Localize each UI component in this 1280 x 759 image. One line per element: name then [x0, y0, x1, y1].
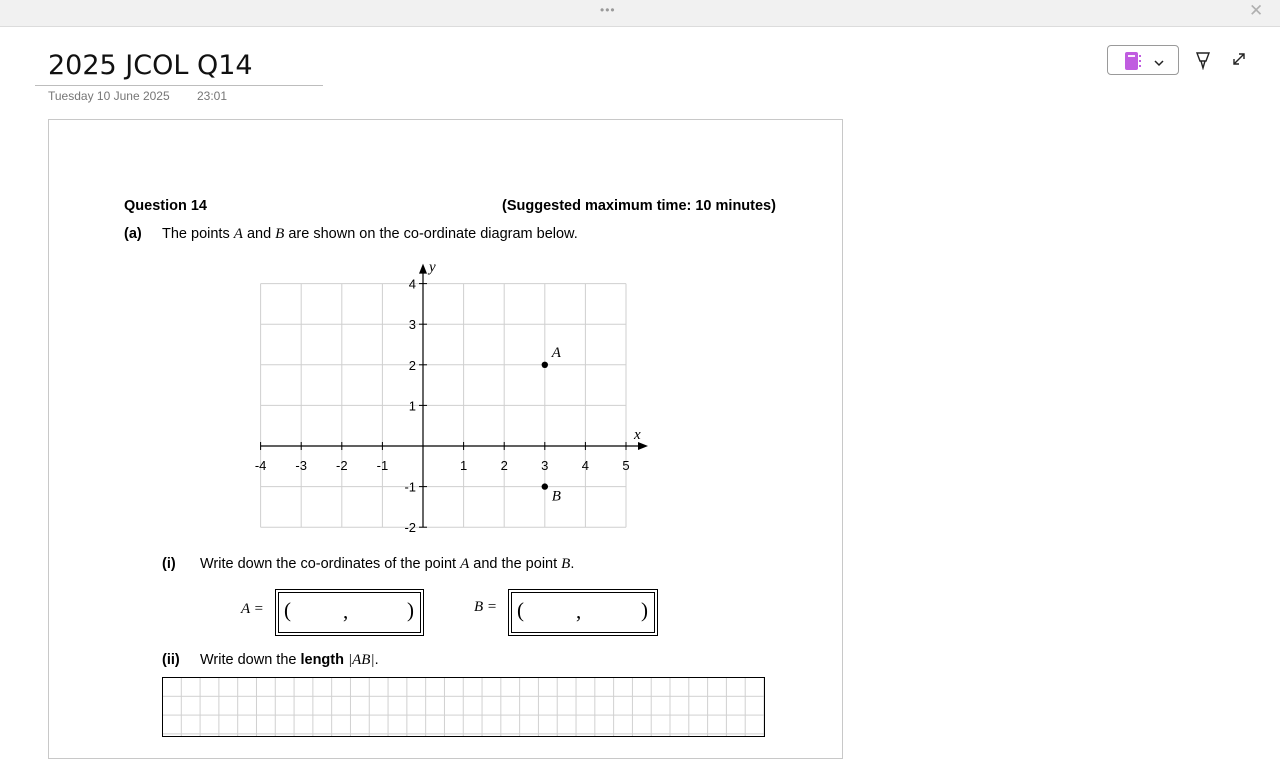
- x-tick-label: 1: [459, 458, 468, 473]
- expand-icon[interactable]: [1231, 51, 1247, 72]
- point-a: [542, 362, 548, 368]
- part-ii-text: Write down the length |AB|.: [200, 652, 379, 668]
- x-tick-label: 3: [541, 458, 549, 473]
- point-label-b: B: [551, 488, 561, 505]
- x-tick-label: -1: [376, 458, 389, 473]
- answer-a-label: A =: [241, 601, 264, 617]
- x-tick-label: -4: [254, 458, 267, 473]
- x-tick-label: 2: [500, 458, 508, 473]
- x-tick-label: -2: [336, 458, 348, 473]
- point-b-ref: B: [275, 226, 285, 242]
- part-i-label: (i): [162, 556, 176, 572]
- x-axis-label: x: [634, 427, 641, 443]
- x-tick-label: 5: [622, 458, 630, 473]
- part-i-text: Write down the co-ordinates of the point A and the point B.: [200, 556, 575, 572]
- tick-labels: [255, 260, 641, 536]
- page-title[interactable]: 2025 JCOL Q14: [48, 50, 253, 81]
- x-tick-label: 4: [581, 458, 590, 473]
- drag-handle[interactable]: •••: [600, 3, 616, 17]
- y-tick-label: 2: [408, 357, 416, 373]
- pen-icon[interactable]: [1194, 50, 1212, 75]
- answer-b-box[interactable]: ( , ): [511, 592, 655, 633]
- answer-grid-area[interactable]: [162, 677, 765, 737]
- point-a-ref: A: [233, 226, 243, 242]
- grid-lines: [261, 284, 626, 528]
- close-icon[interactable]: ✕: [1249, 1, 1264, 20]
- page-date: Tuesday 10 June 2025: [48, 89, 170, 103]
- point-b: [542, 483, 548, 489]
- y-tick-label: 3: [408, 317, 416, 333]
- axes: [261, 264, 648, 528]
- time-hint: (Suggested maximum time: 10 minutes): [502, 198, 776, 214]
- coordinate-diagram: [240, 255, 660, 540]
- page-time: 23:01: [197, 89, 228, 103]
- notebook-icon: [1124, 51, 1142, 76]
- y-tick-label: 1: [408, 398, 416, 414]
- point-label-a: A: [551, 344, 561, 361]
- y-tick-label: -1: [404, 479, 416, 495]
- title-underline: [35, 85, 323, 86]
- question-number: Question 14: [124, 198, 207, 214]
- chevron-down-icon: [1154, 55, 1164, 73]
- x-tick-label: -3: [295, 458, 307, 473]
- x-axis-arrow: [638, 442, 648, 450]
- answer-a-box[interactable]: ( , ): [278, 592, 421, 633]
- answer-b-label: B =: [474, 599, 498, 615]
- y-axis-arrow: [419, 264, 427, 274]
- notebook-picker-button[interactable]: [1107, 45, 1179, 75]
- window-title-bar[interactable]: [0, 0, 1280, 27]
- y-tick-label: 4: [408, 276, 416, 292]
- y-tick-label: -2: [404, 520, 416, 536]
- part-ii-label: (ii): [162, 652, 180, 668]
- y-axis-label: y: [429, 259, 436, 276]
- part-a-text: The points A and B are shown on the co-ordinate diagram below.: [162, 226, 578, 242]
- part-a-label: (a): [124, 226, 142, 242]
